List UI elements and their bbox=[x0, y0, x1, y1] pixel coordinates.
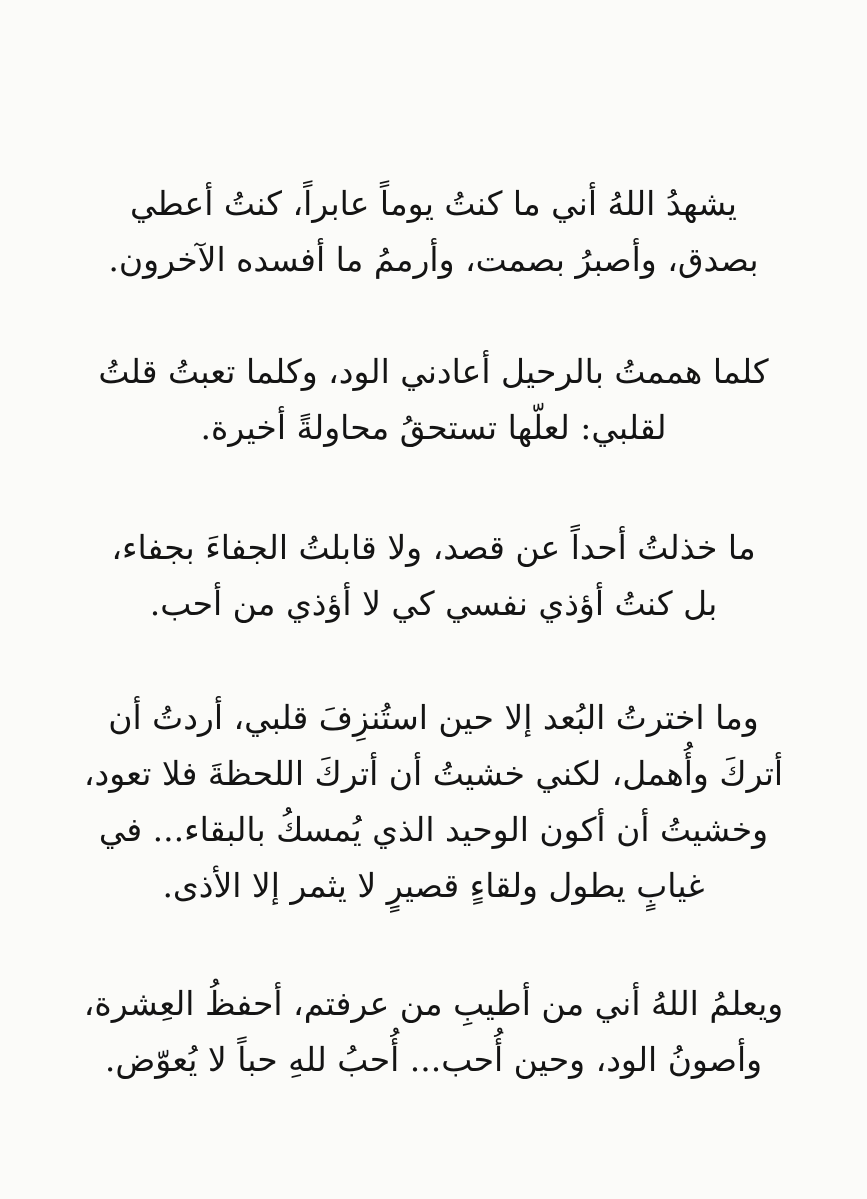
poem-line: وأصونُ الود، وحين أُحب... أُحبُ للهِ حباً لا يُعوّض. bbox=[104, 1040, 763, 1079]
poem-line: ويعلمُ اللهُ أني من أطيبِ من عرفتم، أحفظُ العِشرة، bbox=[83, 984, 784, 1023]
poem-line: يشهدُ اللهُ أني ما كنتُ يوماً عابراً، كنتُ أعطي bbox=[129, 184, 737, 223]
stanza-2 bbox=[80, 344, 787, 456]
stanza-5 bbox=[80, 976, 787, 1088]
poem-line: وخشيتُ أن أكون الوحيد الذي يُمسكُ بالبقاء... في bbox=[98, 810, 769, 849]
poem-line: ما خذلتُ أحداً عن قصد، ولا قابلتُ الجفاءَ بجفاء، bbox=[111, 528, 756, 567]
poem-line: لقلبي: لعلّها تستحقُ محاولةً أخيرة. bbox=[200, 408, 667, 447]
stanza-1 bbox=[80, 176, 787, 288]
stanza-3 bbox=[80, 520, 787, 632]
poem-line: غيابٍ يطول ولقاءٍ قصيرٍ لا يثمر إلا الأذى. bbox=[162, 866, 705, 905]
poem-line: وما اخترتُ البُعد إلا حين استُنزِفَ قلبي، أردتُ أن bbox=[108, 698, 759, 737]
poem-line: بصدق، وأصبرُ بصمت، وأرممُ ما أفسده الآخرون. bbox=[108, 240, 759, 279]
stanza-4 bbox=[80, 690, 787, 914]
poem-line: كلما هممتُ بالرحيل أعادني الود، وكلما تعبتُ قلتُ bbox=[98, 352, 769, 391]
poem-line: بل كنتُ أؤذي نفسي كي لا أؤذي من أحب. bbox=[149, 584, 718, 623]
poem-line: أتركَ وأُهمل، لكني خشيتُ أن أتركَ اللحظةَ فلا تعود، bbox=[83, 754, 784, 793]
